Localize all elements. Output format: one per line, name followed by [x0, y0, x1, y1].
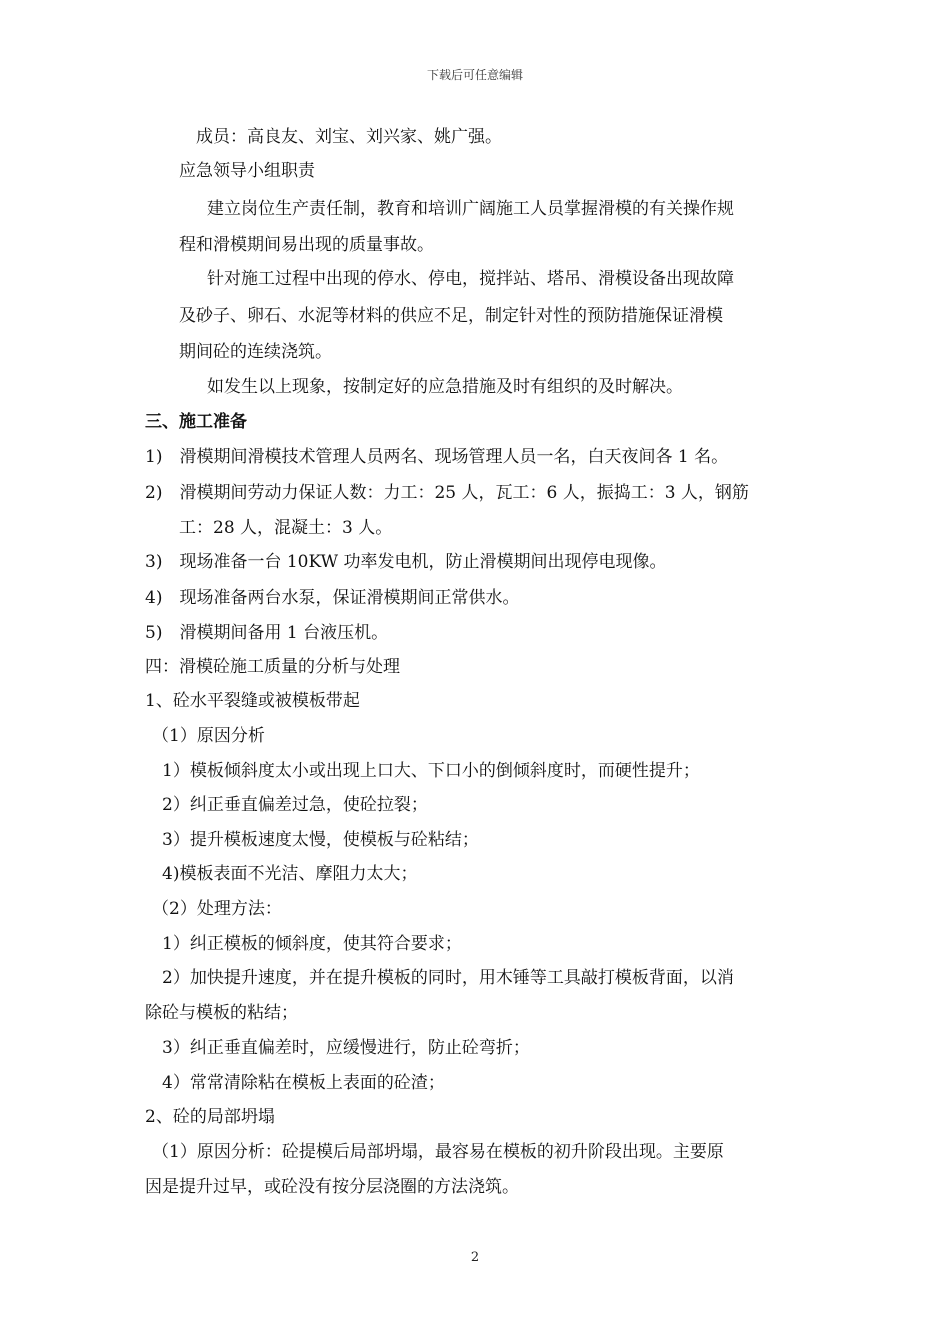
list-item: 3）纠正垂直偏差时，应缓慢进行，防止砼弯折；: [162, 1038, 530, 1058]
list-item: 3) 现场准备一台 10KW 功率发电机，防止滑模期间出现停电现像。: [145, 552, 667, 572]
text-line: 针对施工过程中出现的停水、停电，搅拌站、塔吊、滑模设备出现故障: [207, 269, 734, 289]
list-item: 4）常常清除粘在模板上表面的砼渣；: [162, 1073, 445, 1093]
list-item: 1) 滑模期间滑模技术管理人员两名、现场管理人员一名，白天夜间各 1 名。: [145, 447, 729, 467]
paragraph-line: （1）原因分析：砼提模后局部坍塌，最容易在模板的初升阶段出现。主要原: [152, 1142, 724, 1162]
list-item: 2）纠正垂直偏差过急，使砼拉裂；: [162, 795, 428, 815]
list-item: 4)模板表面不光洁、摩阻力太大；: [162, 864, 418, 884]
page-header: 下载后可任意编辑: [426, 68, 523, 82]
list-item: 1）纠正模板的倾斜度，使其符合要求；: [162, 934, 462, 954]
text-line: 程和滑模期间易出现的质量事故。: [179, 235, 434, 255]
paragraph-line: 因是提升过早，或砼没有按分层浇圈的方法浇筑。: [145, 1177, 519, 1197]
list-item: 1）模板倾斜度太小或出现上口大、下口小的倒倾斜度时，而硬性提升；: [162, 761, 700, 781]
list-item: 2）加快提升速度，并在提升模板的同时，用木锤等工具敲打模板背面，以消: [162, 968, 734, 988]
subsection-heading: 2、砼的局部坍塌: [145, 1107, 275, 1127]
text-line: 期间砼的连续浇筑。: [179, 342, 332, 362]
subsection-heading: （1）原因分析: [152, 726, 265, 746]
text-line: 及砂子、卵石、水泥等材料的供应不足，制定针对性的预防措施保证滑模: [179, 306, 723, 326]
text-line: 成员：高良友、刘宝、刘兴家、姚广强。: [196, 127, 502, 147]
subsection-heading: 1、砼水平裂缝或被模板带起: [145, 691, 360, 711]
list-item: 5) 滑模期间备用 1 台液压机。: [145, 623, 389, 643]
list-item-continuation: 除砼与模板的粘结；: [145, 1003, 298, 1023]
section-heading: 三、施工准备: [145, 412, 247, 432]
list-item: 3）提升模板速度太慢，使模板与砼粘结；: [162, 830, 479, 850]
list-item: 4) 现场准备两台水泵，保证滑模期间正常供水。: [145, 588, 520, 608]
text-line: 建立岗位生产责任制，教育和培训广阔施工人员掌握滑模的有关操作规: [207, 199, 734, 219]
section-heading: 四：滑模砼施工质量的分析与处理: [145, 657, 400, 677]
text-line: 如发生以上现象，按制定好的应急措施及时有组织的及时解决。: [207, 377, 683, 397]
page-number: 2: [470, 1250, 480, 1265]
list-item-continuation: 工：28 人，混凝土：3 人。: [179, 518, 393, 538]
subsection-heading: （2）处理方法：: [152, 899, 282, 919]
text-line: 应急领导小组职责: [179, 161, 315, 181]
list-item: 2) 滑模期间劳动力保证人数：力工：25 人，瓦工：6 人，振捣工：3 人，钢筋: [145, 483, 749, 503]
